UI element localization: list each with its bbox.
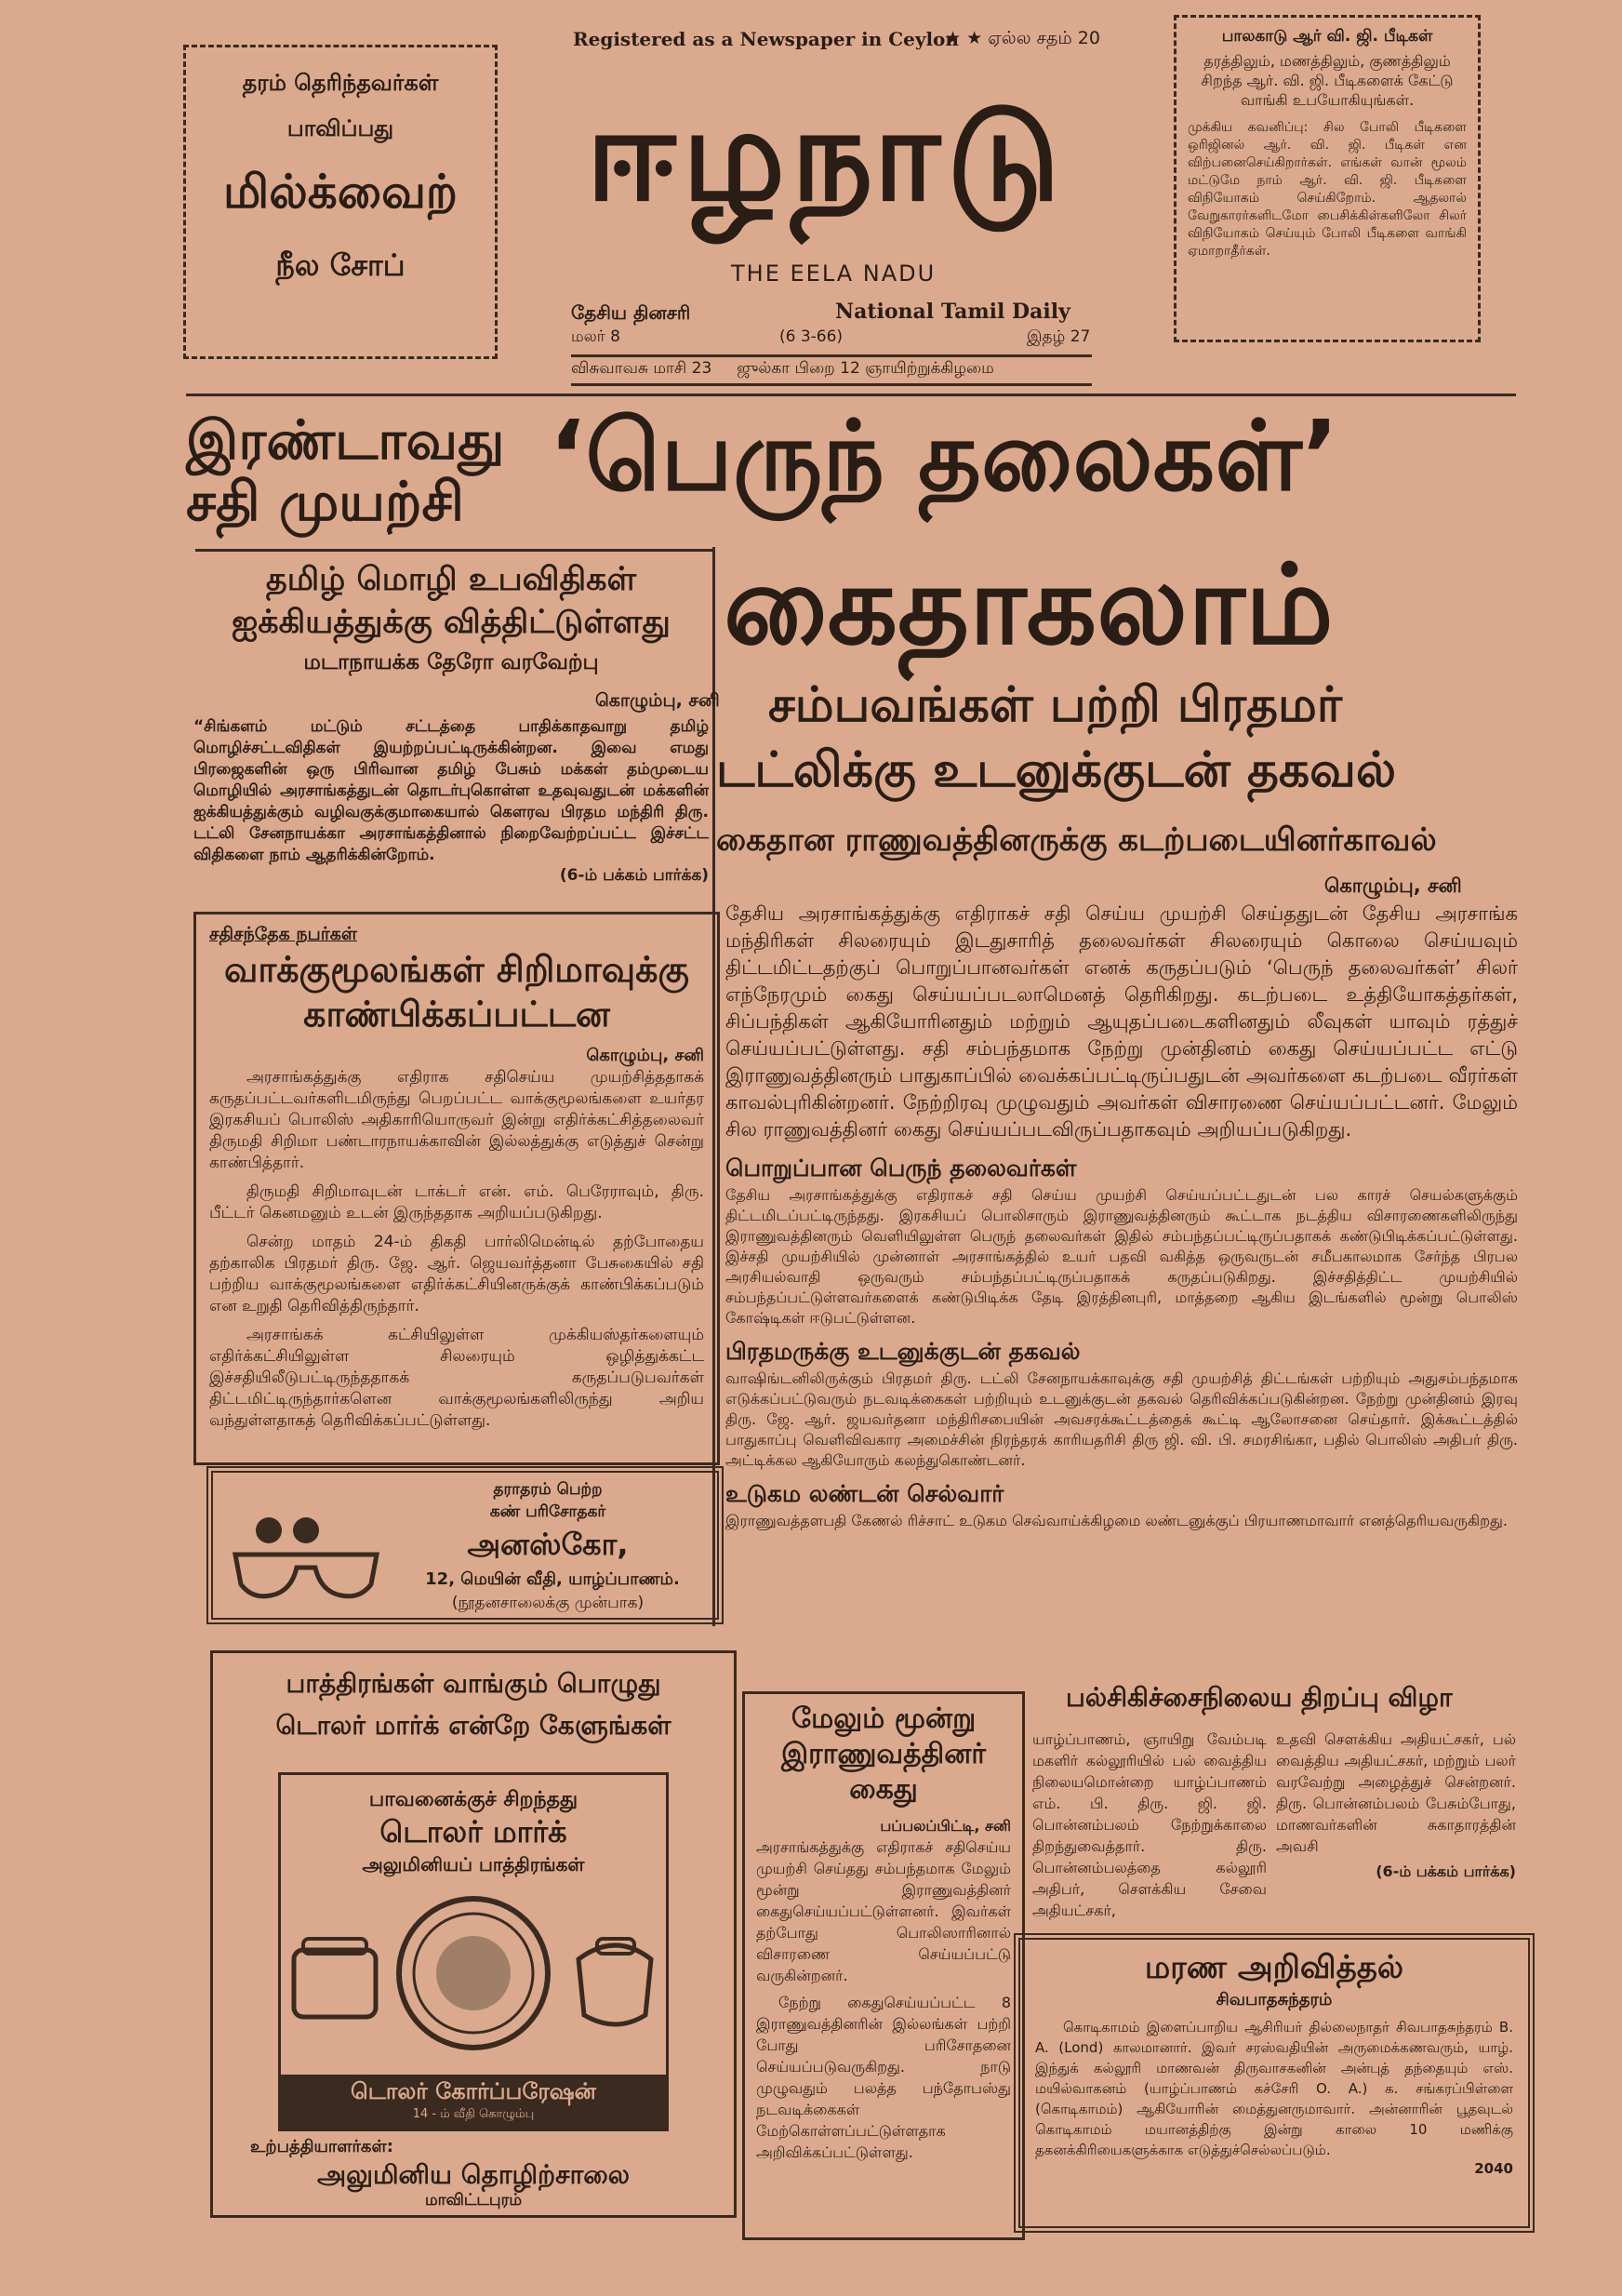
dollar-line2: டொலர் மார்க் என்றே கேளுங்கள் xyxy=(275,1710,671,1741)
statements-p2: திருமதி சிறிமாவுடன் டாக்டர் என். எம். பெரேராவும், திரு. பீட்டர் கெனமனும் உடன் இருந்ததாக அறியப்படுகிறது. xyxy=(209,1182,704,1222)
dental-col2 xyxy=(1276,1729,1516,1882)
obituary-name: சிவபாதசுந்தரம் xyxy=(1216,1990,1333,2009)
beedi-advert-title: பாலகாடு ஆர் வி. ஜி. பீடிகள் xyxy=(1221,27,1433,46)
statements-box xyxy=(193,912,720,1465)
masthead-title-en: THE EELA NADU xyxy=(731,260,937,287)
army-headline-2: இராணுவத்தினர் xyxy=(780,1738,987,1770)
obituary-box xyxy=(1014,1933,1535,2233)
soap-advert-line1: தரம் தெரிந்தவர்கள் xyxy=(242,70,439,96)
optician-note: (நூதனசாலைக்கு முன்பாக) xyxy=(451,1594,645,1612)
soap-advert-product: நீல சோப் xyxy=(275,247,406,283)
statements-p1: அரசாங்கத்துக்கு எதிராக சதிசெய்ய முயற்சித்ததாகக் கருதப்பட்டவர்களிடமிருந்து பெறப்பட்ட வாக்குமூலங்களை உயர்தர இரகசியப் பொலிஸ் அதிகாரியொருவர் இன்று எதிர்க்கட்சித்தலைவர் திருமதி சிறிமா பண்டாரநாயக்காவின் இல்லத்துக்கு எடுத்துச் சென்று காண்பித்தார். xyxy=(209,1068,704,1172)
left-story-continued: (6-ம் பக்கம் பார்க்க) xyxy=(559,866,709,885)
soap-advert-line2: பாவிப்பது xyxy=(286,115,394,141)
main-story-heading-pm: பிரதமருக்கு உடனுக்குடன் தகவல் xyxy=(725,1338,1081,1365)
subheadline-2: டட்லிக்கு உடனுக்குடன் தகவல் xyxy=(716,742,1397,798)
beedi-advert-lines: தரத்திலும், மணத்திலும், குணத்திலும் சிறந்த ஆர். வி. ஜி. பீடிகளைக் கேட்டு வாங்கி உபயோகியுங்கள். xyxy=(1201,52,1454,109)
left-story-headline-2: ஐக்கியத்துக்கு வித்திட்டுள்ளது xyxy=(232,604,671,641)
optician-name: அனஸ்கோ, xyxy=(467,1527,629,1562)
date-line: விசுவாவசு மாசி 23 ஜுல்கா பிறை 12 ஞாயிற்றுக்கிழமை xyxy=(571,359,994,378)
obituary-body: கொடிகாமம் இளைப்பாறிய ஆசிரியர் தில்லைநாதர் சிவபாதசுந்தரம் B. A. (Lond) காலமானார். இவர் சரஸ்வதியின் அருமைக்கணவரும், யாழ். இந்துக் கல்லூரி மாணவன் திருவாசகனின் அன்புத் தந்தையும் எஸ். மயில்வாகனம் (யாழ்ப்பாணம் கச்சேரி O. A.) க. சங்கரப்பிள்ளை (கொடிகாமம்) ஆகியோரின் மைத்துனருமாவார். அன்னாரின் பூதவுடல் கொடிகாமம் மயானத்திற்கு இன்று காலை 10 மணிக்கு தகனக்கிரியைகளுக்காக எடுத்துச்செல்லப்படும். xyxy=(1035,2019,1513,2158)
date-rule-top xyxy=(571,354,1092,357)
statements-headline-2: காண்பிக்கப்பட்டன xyxy=(303,994,610,1035)
main-story-heading-london: உடுகம லண்டன் செல்வார் xyxy=(725,1480,1004,1507)
dollar-banner-sub: 14 - ம் வீதி கொழும்பு xyxy=(412,2107,535,2121)
tagline-tamil: தேசிய தினசரி xyxy=(571,301,691,324)
left-story-subhead: மடாநாயக்க தேரோ வரவேற்பு xyxy=(303,650,599,674)
statements-headline-1: வாக்குமூலங்கள் சிறிமாவுக்கு xyxy=(224,949,689,990)
main-headline: ‘பெருந் தலைகள்’ xyxy=(549,399,1339,513)
volume-number: மலர் 8 xyxy=(571,327,620,346)
left-story-body-wrap xyxy=(193,716,709,887)
dollar-banner-text: டொலர் கோர்ப்பரேஷன் xyxy=(351,2078,596,2104)
headline-kicker: இரண்டாவது சதி முயற்சி xyxy=(186,408,505,533)
main-story-column xyxy=(725,901,1518,1531)
statements-p3: சென்ற மாதம் 24-ம் திகதி பார்லிமென்டில் தற்போதைய தற்காலிக பிரதமர் திரு. ஜே. ஆர். ஜெயவர்த்தனா பேசுகையில் சதி பற்றிய வாக்குமூலங்களை எதிர்க்கட்சியினருக்குக் காண்பிக்கப்படும் என உறுதி தெரிவித்திருந்தார். xyxy=(209,1233,704,1315)
soap-advert xyxy=(183,45,498,359)
left-story-dateline: கொழும்பு, சனி xyxy=(595,690,720,711)
section-rule-left xyxy=(195,549,712,552)
main-story-heading-responsible: பொறுப்பான பெருந் தலைவர்கள் xyxy=(725,1155,1077,1181)
issue-label: இதழ் 27 xyxy=(1027,327,1091,346)
dollar-inner2: டொலர் மார்க் xyxy=(379,1814,567,1849)
dental-continued: (6-ம் பக்கம் பார்க்க) xyxy=(1376,1862,1516,1880)
main-story-body-london: இராணுவத்தளபதி கேணல் ரிச்சாட் உடுகம செவ்வாய்க்கிழமை லண்டனுக்குப் பிரயாணமாவார் எனத்தெரியவருகிறது. xyxy=(725,1512,1508,1529)
dollar-makers-label: உற்பத்தியாளர்கள்: xyxy=(250,2137,393,2156)
army-p1: அரசாங்கத்துக்கு எதிராகச் சதிசெய்ய முயற்சி செய்தது சம்பந்தமாக மேலும் மூன்று இராணுவத்தினர் கைதுசெய்யப்பட்டுள்ளனர். இவர்கள் தற்போது பொலிஸாரினால் விசாரணை செய்யப்பட்டு வருகின்றனர். xyxy=(756,1838,1011,1984)
soap-advert-brand: மில்க்வைற் xyxy=(223,165,458,219)
subheadline-1: சம்பவங்கள் பற்றி பிரதமர் xyxy=(768,677,1343,733)
optician-line1: தராதரம் பெற்ற xyxy=(493,1480,603,1499)
main-story-body: தேசிய அரசாங்கத்துக்கு எதிராகச் சதி செய்ய முயற்சி செய்ததுடன் தேசிய அரசாங்க மந்திரிகள் சிலரையும் இடதுசாரித் தலைவர்கள் சிலரையும் கொலை செய்யவும் திட்டமிட்டதற்குப் பொறுப்பானவர்கள் எனக் கருதப்படும் ‘பெருந் தலைவர்கள்’ சிலர் எந்நேரமும் கைது செய்யப்படலாமெனத் தெரிகிறது. கடற்படை உத்தியோகத்தர்கள், சிப்பந்திகள் ஆகியோரினதும் மற்றும் ஆயுதப்படைகளினதும் லீவுகள் யாவும் ரத்துச் செய்யப்பட்டுள்ளது. சதி சம்பந்தமாக நேற்று முன்தினம் கைது செய்யப்பட்ட எட்டு இராணுவத்தினரும் பாதுகாப்பில் வைக்கப்பட்டிருப்பதுடன் அவர்களை கடற்படை வீரர்கள் காவல்புரிகின்றனர். நேற்றிரவு முழுவதும் அவர்கள் விசாரணை செய்யப்பட்டனர். மேலும் சில ராணுவத்தினர் கைது செய்யப்படவிருப்பதாகவும் அறியப்படுகிறது. xyxy=(725,902,1518,1141)
army-headline-3: கைது xyxy=(849,1773,918,1806)
dollar-banner xyxy=(281,2075,666,2129)
spectacles-icon xyxy=(232,1510,380,1603)
obituary-headline: மரண அறிவித்தல் xyxy=(1144,1949,1404,1986)
left-story-body: “சிங்களம் மட்டும் சட்டத்தை பாதிக்காதவாறு தமிழ் மொழிச்சட்டவிதிகள் இயற்றப்பட்டிருக்கின்றன. இவை எமது பிரஜைகளின் ஒரு பிரிவான தமிழ் பேசும் மக்கள் தம்முடைய மொழியில் அரசாங்கத்துடன் தொடர்புகொள்ள உதவுவதுடன் மக்களின் ஐக்கியத்துக்கும் வழிவகுக்குமாகையால் கௌரவ பிரதம மந்திரி திரு. டட்லி சேனநாயக்கா அரசாங்கத்தினால் நிறைவேற்றப்பட்ட இச்சட்ட விதிகளை நாம் ஆதரிக்கின்றோம். xyxy=(193,717,709,864)
army-dateline: பப்பலப்பிட்டி, சனி xyxy=(880,1817,1011,1835)
left-story-headline xyxy=(195,558,707,677)
dollar-line1: பாத்திரங்கள் வாங்கும் பொழுது xyxy=(286,1668,661,1699)
subheadline-3: கைதான ராணுவத்தினருக்கு கடற்படையினர்காவல் xyxy=(716,821,1437,859)
dollar-inner3: அலுமினியப் பாத்திரங்கள் xyxy=(362,1853,585,1876)
dental-headline: பல்சிகிச்சைநிலைய திறப்பு விழா xyxy=(1066,1682,1453,1713)
main-headline-2: கைதாகலாம் xyxy=(724,541,1334,669)
main-story-body-pm: வாஷிங்டனிலிருக்கும் பிரதமர் திரு. டட்லி சேனநாயக்காவுக்கு சதி முயற்சித் திட்டங்கள் பற்றியும் அதுசம்பந்தமாக எடுக்கப்பட்டுவரும் நடவடிக்கைகள் பற்றியும் உடனுக்குடன் தகவல் தெரிவிக்கப்படுகின்றன. நேற்று முன்தினம் இரவு திரு. ஜே. ஆர். ஜயவர்தனா மந்திரிசபையின் அவசரக்கூட்டத்தைக் கூட்டி ஆலோசனை செய்தார். இக்கூட்டத்தில் பாதுகாப்பு வெளிவிவகார அமைச்சின் நிரந்தரக் காரியதரிசி திரு ஜி. வி. பி. சமரசிங்கா, பதில் பொலிஸ் அதிபர் திரு. அட்டிக்கல ஆகியோரும் கலந்துகொண்டனர். xyxy=(725,1369,1519,1469)
left-story-headline-1: தமிழ் மொழி உபவிதிகள் xyxy=(265,561,637,598)
statements-kicker: சதிசந்தேக நபர்கள் xyxy=(209,924,357,944)
army-p2: நேற்று கைதுசெய்யப்பட்ட 8 இராணுவத்தினரின் இல்லங்கள் பற்றி போது பரிசோதனை செய்யப்படுவருகிறது. நாடு முழுவதும் பலத்த பந்தோபஸ்து நடவடிக்கைகள் மேற்கொள்ளப்பட்டுள்ளதாக அறிவிக்கப்பட்டுள்ளது. xyxy=(756,1994,1011,2161)
date-rule-bottom xyxy=(571,383,1092,386)
issue-number: ★ ★ ஏல்ல சதம் 20 xyxy=(945,28,1100,48)
dental-col2-text: உதவி சௌக்கிய அதியட்சகர், பல் வைத்திய அதியட்சகர், மற்றும் பலர் வரவேற்று அழைத்துச் சென்றனர். திரு. பொன்னம்பலம் பேசும்போது, மாணவர்களின் சுகாதாரத்தின் அவசி xyxy=(1276,1730,1516,1855)
optician-line2: கண் பரிசோதகர் xyxy=(489,1502,606,1521)
main-dateline: கொழும்பு, சனி xyxy=(1324,874,1462,897)
dental-col1-text: யாழ்ப்பாணம், ஞாயிறு வேம்படி மகளிர் கல்லூரியில் பல் வைத்திய நிலையமொன்றை யாழ்ப்பாணம் எம். பி. திரு. ஜி. ஜி. பொன்னம்பலம் நேற்றுக்காலை திறந்துவைத்தார். திரு. பொன்னம்பலத்தை கல்லூரி அதிபர், சௌக்கிய சேவை அதியட்சகர், xyxy=(1032,1730,1267,1919)
dental-col1 xyxy=(1032,1729,1267,1921)
optician-address: 12, மெயின் வீதி, யாழ்ப்பாணம். xyxy=(425,1569,680,1589)
masthead-title: ஈழநாடு xyxy=(586,80,1067,230)
beedi-advert-notice: முக்கிய கவனிப்பு: சில போலி பீடிகளை ஒரிஜினல் ஆர். வி. ஜி. பீடிகள் என விற்பனைசெய்கிறார்கள். எங்கள் வான் மூலம் மட்டுமே நாம் ஆர். வி. ஜி. பீடிகளை விநியோகம் செய்கிறோம். ஆதலால் வேறுகாரர்களிடமோ பைசிக்கிள்களிலோ சிலர் விநியோகம் செய்யும் போலி பீடிகளை வாங்கி ஏமாறாதீர்கள். xyxy=(1188,120,1467,259)
optician-advert xyxy=(206,1466,724,1624)
dollar-inner-panel xyxy=(278,1772,669,2131)
top-rule xyxy=(186,394,1516,396)
tagline-english: National Tamil Daily xyxy=(835,300,1070,324)
dollar-makers: அலுமினிய தொழிற்சாலை xyxy=(317,2159,630,2190)
dollar-place: மாவிட்டபுரம் xyxy=(424,2191,523,2209)
main-story-body-responsible: தேசிய அரசாங்கத்துக்கு எதிராகச் சதி செய்ய முயற்சி செய்யப்பட்டதுடன் பல காரச் செயல்களுக்கும் திட்டமிடப்பட்டிருந்தது. இரகசியப் பொலிசாரும் இராணுவத்தினரும் கூட்டாக நடத்திய விசாரணைகளிலிருந்து இராணுவத்தினரும் வெளியிலுள்ள பெருந் தலைவர்கள் இதில் சம்பந்தப்பட்டிருப்பதாகக் கண்டுபிடிக்கப்பட்டுள்ளது. இச்சதி முயற்சியில் முன்னாள் அரசாங்கத்தில் உயர் பதவி வகித்த ஒருவருடன் சமீபகாலமாக சேர்ந்த பிரபல அரசியல்வாதி ஒருவரும் சம்பந்தப்பட்டிருப்பதாகக் கருதப்படுகிறது. இச்சதித்திட்ட முயற்சியில் சம்பந்தப்பட்டுள்ளவர்களைக் கண்டுபிடிக்க தேடி இரத்தினபுரி, மாத்தறை ஆகிய இடங்களில் மூன்று பொலிஸ் கோஷ்டிகள் ஈடுபட்டுள்ளன. xyxy=(725,1186,1518,1327)
statements-p4: அரசாங்கக் கட்சியிலுள்ள முக்கியஸ்தர்களையும் எதிர்க்கட்சியிலுள்ள சிலரையும் ஒழித்துக்கட்ட இச்சதியிலீடுபட்டிருந்ததாகக் கருதப்படுபவர்கள் திட்டமிட்டிருந்தார்களென வாக்குமூலங்களிலிருந்து அறிய வந்துள்ளதாகத் தெரிவிக்கப்பட்டுள்ளது. xyxy=(209,1326,704,1430)
obituary-ref: 2040 xyxy=(1474,2160,1513,2177)
army-headline-1: மேலும் மூன்று xyxy=(791,1702,977,1735)
statements-dateline: கொழும்பு, சனி xyxy=(586,1046,704,1065)
registration-line: Registered as a Newspaper in Ceylon xyxy=(573,28,959,50)
dollar-product-illustration xyxy=(281,1894,666,2052)
army-story xyxy=(742,1691,1025,2240)
issue-date: (6 3-66) xyxy=(779,327,844,346)
dollar-inner1: பாவனைக்குச் சிறந்தது xyxy=(368,1788,578,1811)
dollar-advert xyxy=(210,1650,737,2218)
beedi-advert xyxy=(1174,15,1481,342)
